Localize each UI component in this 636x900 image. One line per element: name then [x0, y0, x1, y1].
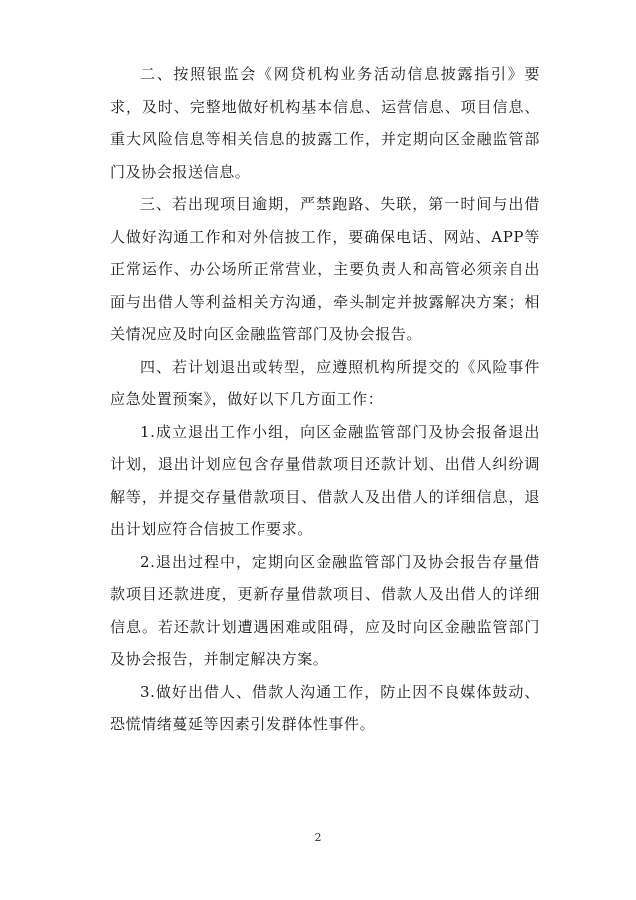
- paragraph-exit-item-3: 3.做好出借人、借款人沟通工作，防止因不良媒体鼓动、恐慌情绪蔓延等因素引发群体性事件。: [110, 682, 540, 733]
- paragraph-exit-item-1: 1.成立退出工作小组，向区金融监管部门及协会报备退出计划，退出计划应包含存量借款项目还款计划、出借人纠纷调解等，并提交存量借款项目、借款人及出借人的详细信息，退出计划应符合信披工作要求。: [110, 422, 540, 538]
- page-number: 2: [314, 831, 322, 844]
- paragraph-disclosure: 二、按照银监会《网贷机构业务活动信息披露指引》要求，及时、完整地做好机构基本信息、运营信息、项目信息、重大风险信息等相关信息的披露工作，并定期向区金融监管部门及协会报送信息。: [110, 65, 540, 181]
- paragraph-exit-item-2: 2.退出过程中，定期向区金融监管部门及协会报告存量借款项目还款进度，更新存量借款项目、借款人及出借人的详细信息。若还款计划遭遇困难或阻碍，应及时向区金融监管部门及协会报告，并制定解决方案。: [110, 552, 540, 668]
- paragraph-overdue-handling: 三、若出现项目逾期，严禁跑路、失联，第一时间与出借人做好沟通工作和对外信披工作，要确保电话、网站、APP等正常运作、办公场所正常营业，主要负责人和高管必须亲自出面与出借人等利益相关方沟通，牵头制定并披露解决方案；相关情况应及时向区金融监管部门及协会报告。: [110, 195, 540, 343]
- document-body: [110, 58, 540, 741]
- paragraph-exit-plan: 四、若计划退出或转型，应遵照机构所提交的《风险事件应急处置预案》，做好以下几方面工作：: [110, 357, 540, 408]
